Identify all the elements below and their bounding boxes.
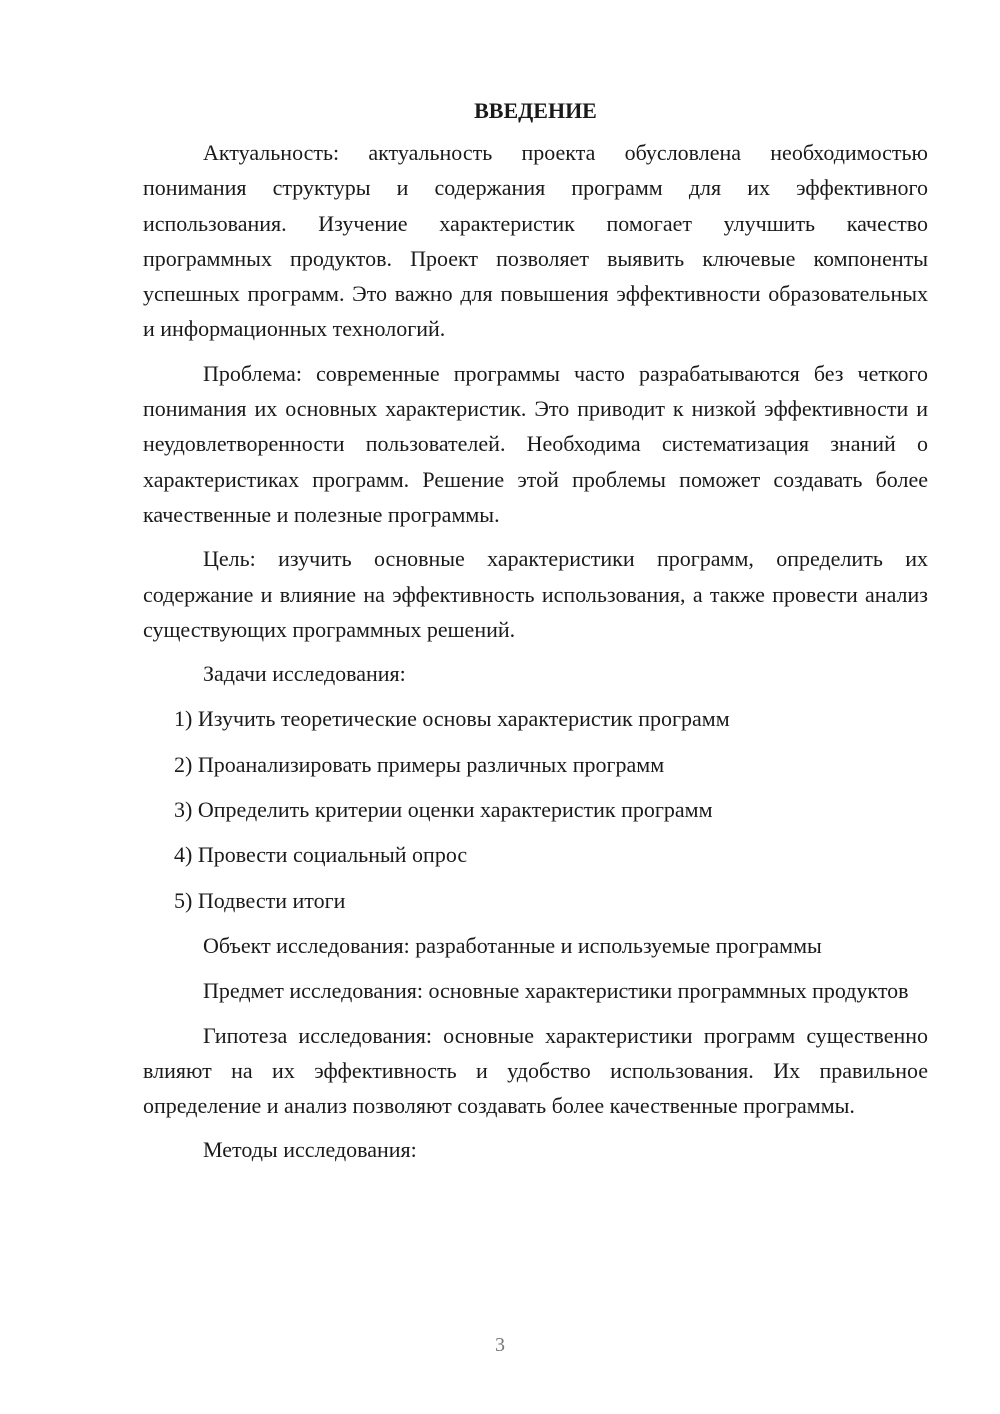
problem-paragraph: Проблема: современные программы часто разрабатываются без четкого понимания их основных характеристик. Это приводит к низкой эффективности и неудовлетворенности пользователей. Необходима систематизация знаний о характеристиках программ. Решение этой проблемы поможет создавать более качественные и полезные программы.: [143, 360, 928, 527]
object-line: Объект исследования: разработанные и используемые программы: [203, 932, 822, 958]
hypothesis-paragraph: Гипотеза исследования: основные характеристики программ существенно влияют на их эффективность и удобство использования. Их правильное определение и анализ позволяют создавать более качественные программы.: [143, 1022, 928, 1119]
page-number: 3: [495, 1334, 505, 1356]
list-item: 5) Подвести итоги: [174, 887, 346, 913]
relevance-paragraph: Актуальность: актуальность проекта обусловлена необходимостью понимания структуры и содержания программ для их эффективного использования. Изучение характеристик помогает улучшить качество программных продуктов. Проект позволяет выявить ключевые компоненты успешных программ. Это важно для повышения эффективности образовательных и информационных технологий.: [143, 140, 928, 342]
goal-paragraph: Цель: изучить основные характеристики программ, определить их содержание и влияние на эффективность использования, а также провести анализ существующих программных решений.: [143, 546, 928, 642]
page-title: ВВЕДЕНИЕ: [474, 98, 597, 123]
list-item: 3) Определить критерии оценки характеристик программ: [174, 797, 713, 823]
document-page: [143, 96, 928, 1178]
tasks-list: [143, 701, 928, 917]
list-item: 2) Проанализировать примеры различных программ: [174, 751, 665, 777]
methods-heading: Методы исследования:: [203, 1137, 417, 1163]
subject-paragraph: Предмет исследования: основные характеристики программных продуктов: [203, 978, 909, 1004]
list-item: 1) Изучить теоретические основы характеристик программ: [174, 706, 730, 732]
tasks-heading: Задачи исследования:: [203, 661, 406, 687]
list-item: 4) Провести социальный опрос: [174, 842, 468, 868]
